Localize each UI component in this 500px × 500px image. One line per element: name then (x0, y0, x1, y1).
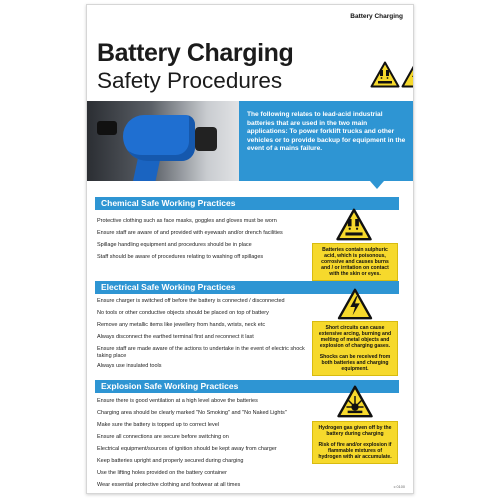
poster-subtitle: Safety Procedures (97, 68, 283, 93)
warning-text: Shocks can be received from both batteries and charging equipment. (319, 354, 391, 372)
warning-box-chemical (312, 243, 398, 281)
warning-text: Short circuits can cause extensive arcing, burning and melting of metal objects and explosion of charging gases. (318, 325, 392, 349)
warning-box-electrical (312, 321, 398, 376)
list-item: Ensure all connections are secure before switching on (97, 434, 229, 440)
intro-panel-pointer (370, 181, 384, 189)
warning-text: Risk of fire and/or explosion if flammable mixtures of hydrogen with air accumulate. (318, 442, 392, 460)
electrical-hazard-icon (337, 288, 373, 320)
product-code: c 0100 (393, 485, 405, 489)
intro-panel (239, 101, 414, 181)
list-item: Ensure charger is switched off before the battery is connected / disconnected (97, 298, 285, 304)
corrosive-warning-icon (335, 208, 373, 241)
poster-title: Battery Charging (97, 39, 294, 67)
section-header-chemical: Chemical Safe Working Practices (95, 197, 399, 210)
list-item: Keep batteries upright and properly secured during charging (97, 458, 244, 464)
electrical-hazard-icon (401, 61, 414, 88)
list-item: Make sure the battery is topped up to correct level (97, 422, 219, 428)
list-item: Ensure staff are aware of and provided with eyewash and/or drench facilities (97, 230, 283, 236)
list-item: Staff should be aware of procedures relating to washing off spillages (97, 254, 264, 260)
brand-tag: Battery Charging (350, 13, 403, 20)
list-item: Always use insulated tools (97, 363, 162, 369)
explosive-hazard-icon (336, 385, 374, 418)
list-item: Ensure staff are made aware of the actions to undertake in the event of electric shock taking place (97, 346, 305, 359)
list-item: Charging area should be clearly marked "No Smoking" and "No Naked Lights" (97, 410, 287, 416)
list-item: Spillage handling equipment and procedures should be in place (97, 242, 252, 248)
warning-text: Hydrogen gas given off by the battery during charging (318, 425, 392, 437)
section-header-electrical: Electrical Safe Working Practices (95, 281, 399, 294)
warning-box-explosion (312, 421, 398, 464)
hero-banner (87, 101, 414, 181)
warning-text: Batteries contain sulphuric acid, which is poisonous, corrosive and causes burns and / or irritation on contact with the skin or eyes. (321, 247, 389, 277)
list-item: Electrical equipment/sources of ignition should be kept away from charger (97, 446, 277, 452)
corrosive-warning-icon (370, 61, 400, 88)
charger-plug (123, 115, 195, 161)
list-item: Ensure there is good ventilation at a high level above the batteries (97, 398, 258, 404)
list-item: Use the lifting holes provided on the battery container (97, 470, 227, 476)
charger-plug-photo (87, 101, 247, 181)
list-item: Wear essential protective clothing and footwear at all times (97, 482, 241, 488)
battery-socket (195, 127, 217, 151)
list-item: Always disconnect the earthed terminal first and reconnect it last (97, 334, 254, 340)
list-item: No tools or other conductive objects should be placed on top of battery (97, 310, 269, 316)
list-item: Protective clothing such as face masks, goggles and gloves must be worn (97, 218, 277, 224)
intro-text: The following relates to lead-acid industrial batteries that are used in the two main applications: To power forklift trucks and other vehicles or to provide backup for equipment in the event of a mains failure. (247, 111, 406, 153)
socket-hole (97, 121, 117, 135)
section-header-explosion: Explosion Safe Working Practices (95, 380, 399, 393)
safety-poster (86, 4, 414, 494)
list-item: Remove any metallic items like jewellery from hands, wrists, neck etc (97, 322, 266, 328)
